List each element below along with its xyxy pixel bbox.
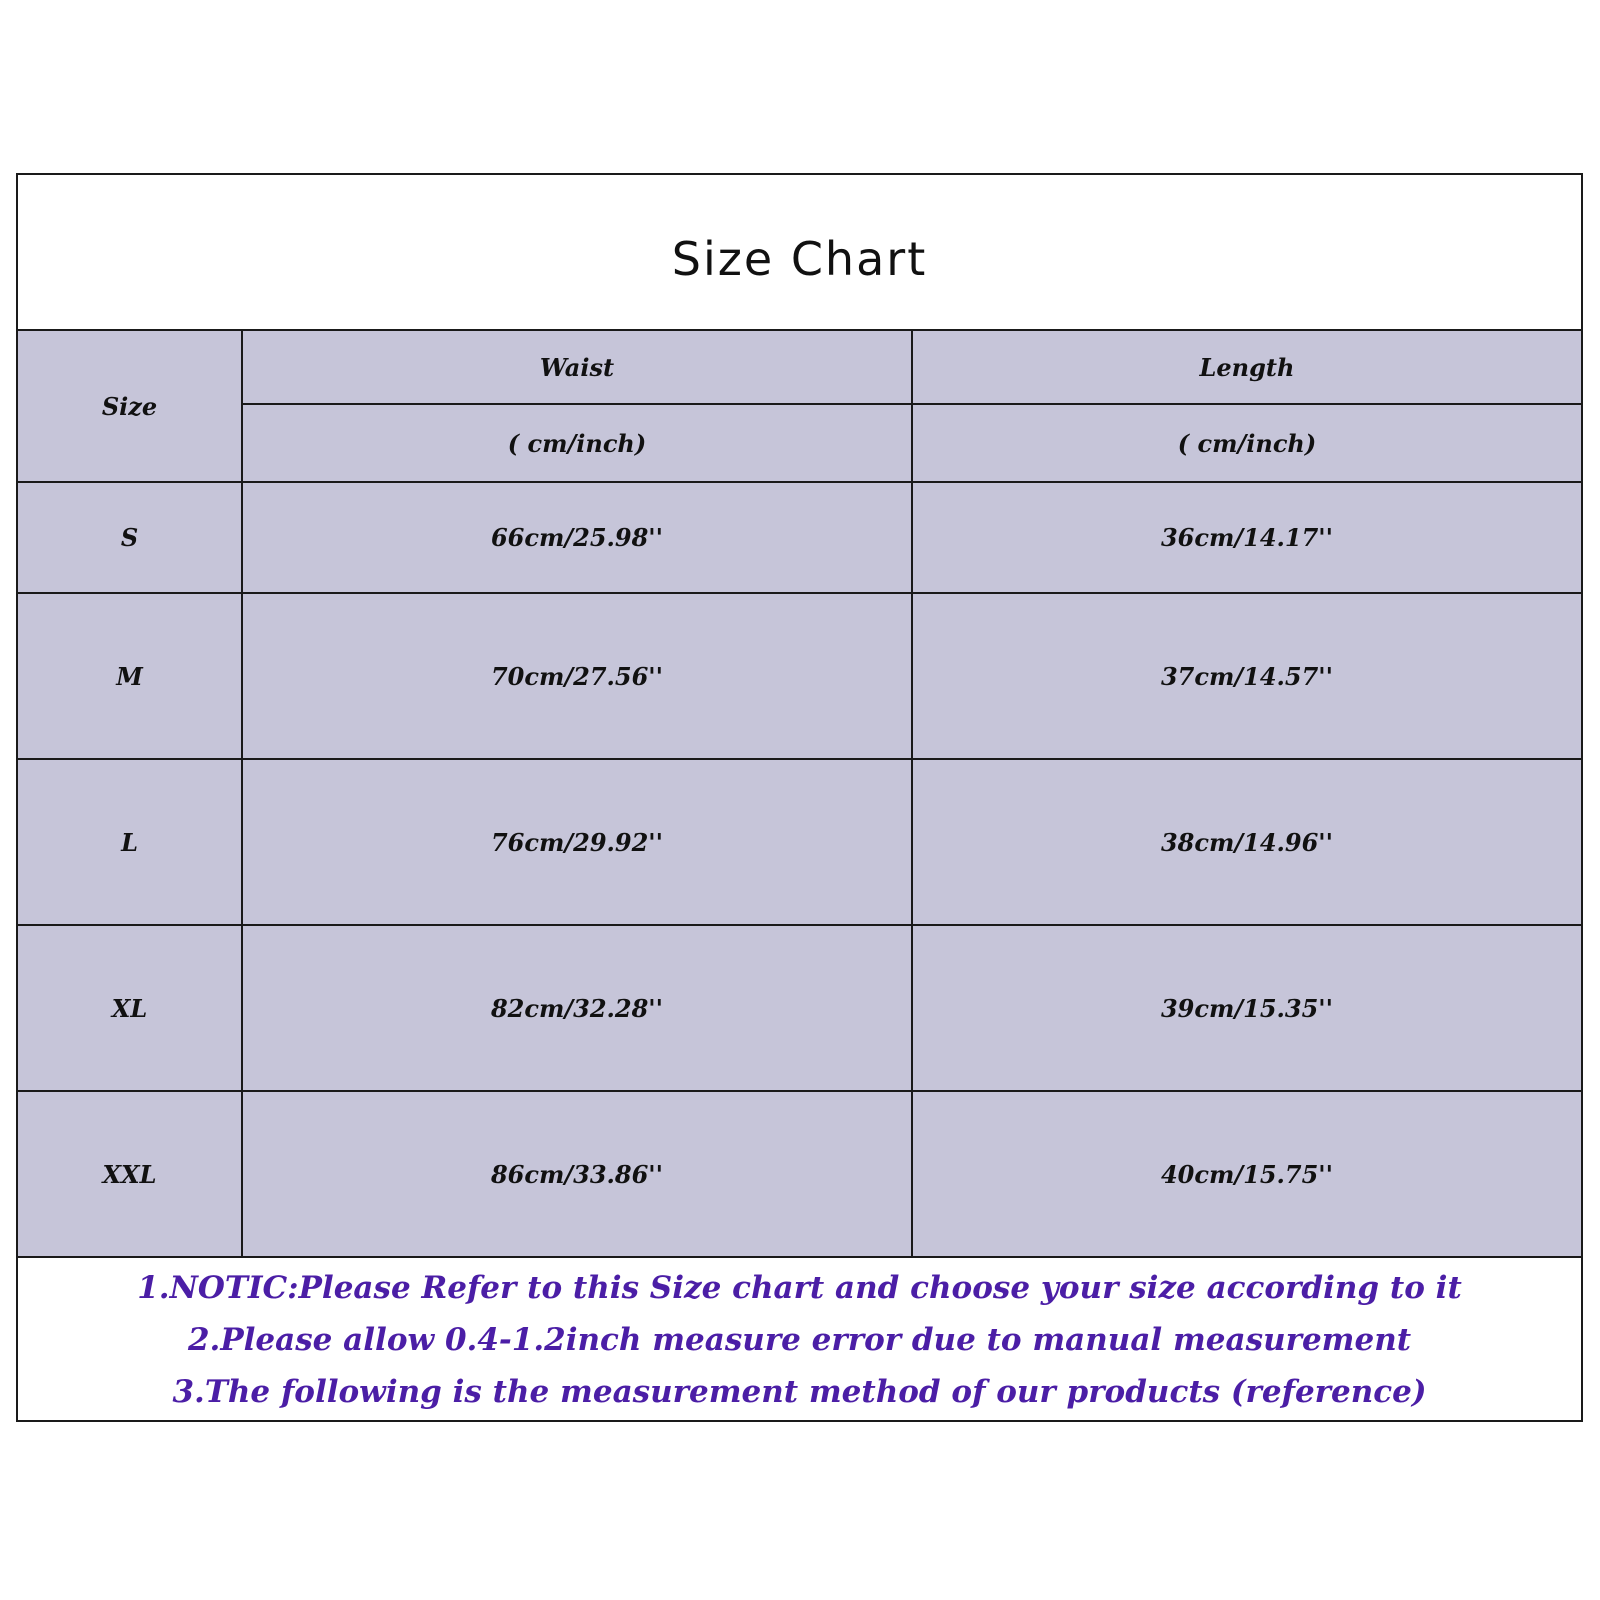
cell-length: 37cm/14.57'': [912, 593, 1581, 759]
header-row-labels: [18, 330, 1581, 404]
header-length-unit: ( cm/inch): [912, 404, 1581, 482]
note-line-3: 3.The following is the measurement method of our products (reference): [172, 1373, 1427, 1410]
cell-size: M: [18, 593, 242, 759]
cell-waist: 82cm/32.28'': [242, 925, 912, 1091]
cell-length: 36cm/14.17'': [912, 482, 1581, 593]
table-row: [18, 925, 1581, 1091]
cell-length: 38cm/14.96'': [912, 759, 1581, 925]
cell-waist: 66cm/25.98'': [242, 482, 912, 593]
size-chart-frame: [16, 173, 1583, 1422]
cell-size: XL: [18, 925, 242, 1091]
title-bar: [18, 175, 1581, 329]
cell-waist: 76cm/29.92'': [242, 759, 912, 925]
cell-size: L: [18, 759, 242, 925]
header-waist: Waist: [242, 330, 912, 404]
header-row-units: [18, 404, 1581, 482]
note-line-1: 1.NOTIC:Please Refer to this Size chart and choose your size according to it: [137, 1269, 1462, 1306]
header-size: Size: [18, 330, 242, 482]
chart-title: Size Chart: [671, 232, 928, 286]
table-row: [18, 759, 1581, 925]
header-length: Length: [912, 330, 1581, 404]
table-row: [18, 1091, 1581, 1257]
cell-waist: 86cm/33.86'': [242, 1091, 912, 1257]
cell-length: 40cm/15.75'': [912, 1091, 1581, 1257]
notes-block: [18, 1259, 1581, 1420]
table-row: [18, 482, 1581, 593]
cell-length: 39cm/15.35'': [912, 925, 1581, 1091]
cell-size: XXL: [18, 1091, 242, 1257]
cell-size: S: [18, 482, 242, 593]
cell-waist: 70cm/27.56'': [242, 593, 912, 759]
note-line-2: 2.Please allow 0.4-1.2inch measure error due to manual measurement: [187, 1321, 1412, 1358]
size-table: [18, 329, 1581, 1258]
table-row: [18, 593, 1581, 759]
header-waist-unit: ( cm/inch): [242, 404, 912, 482]
